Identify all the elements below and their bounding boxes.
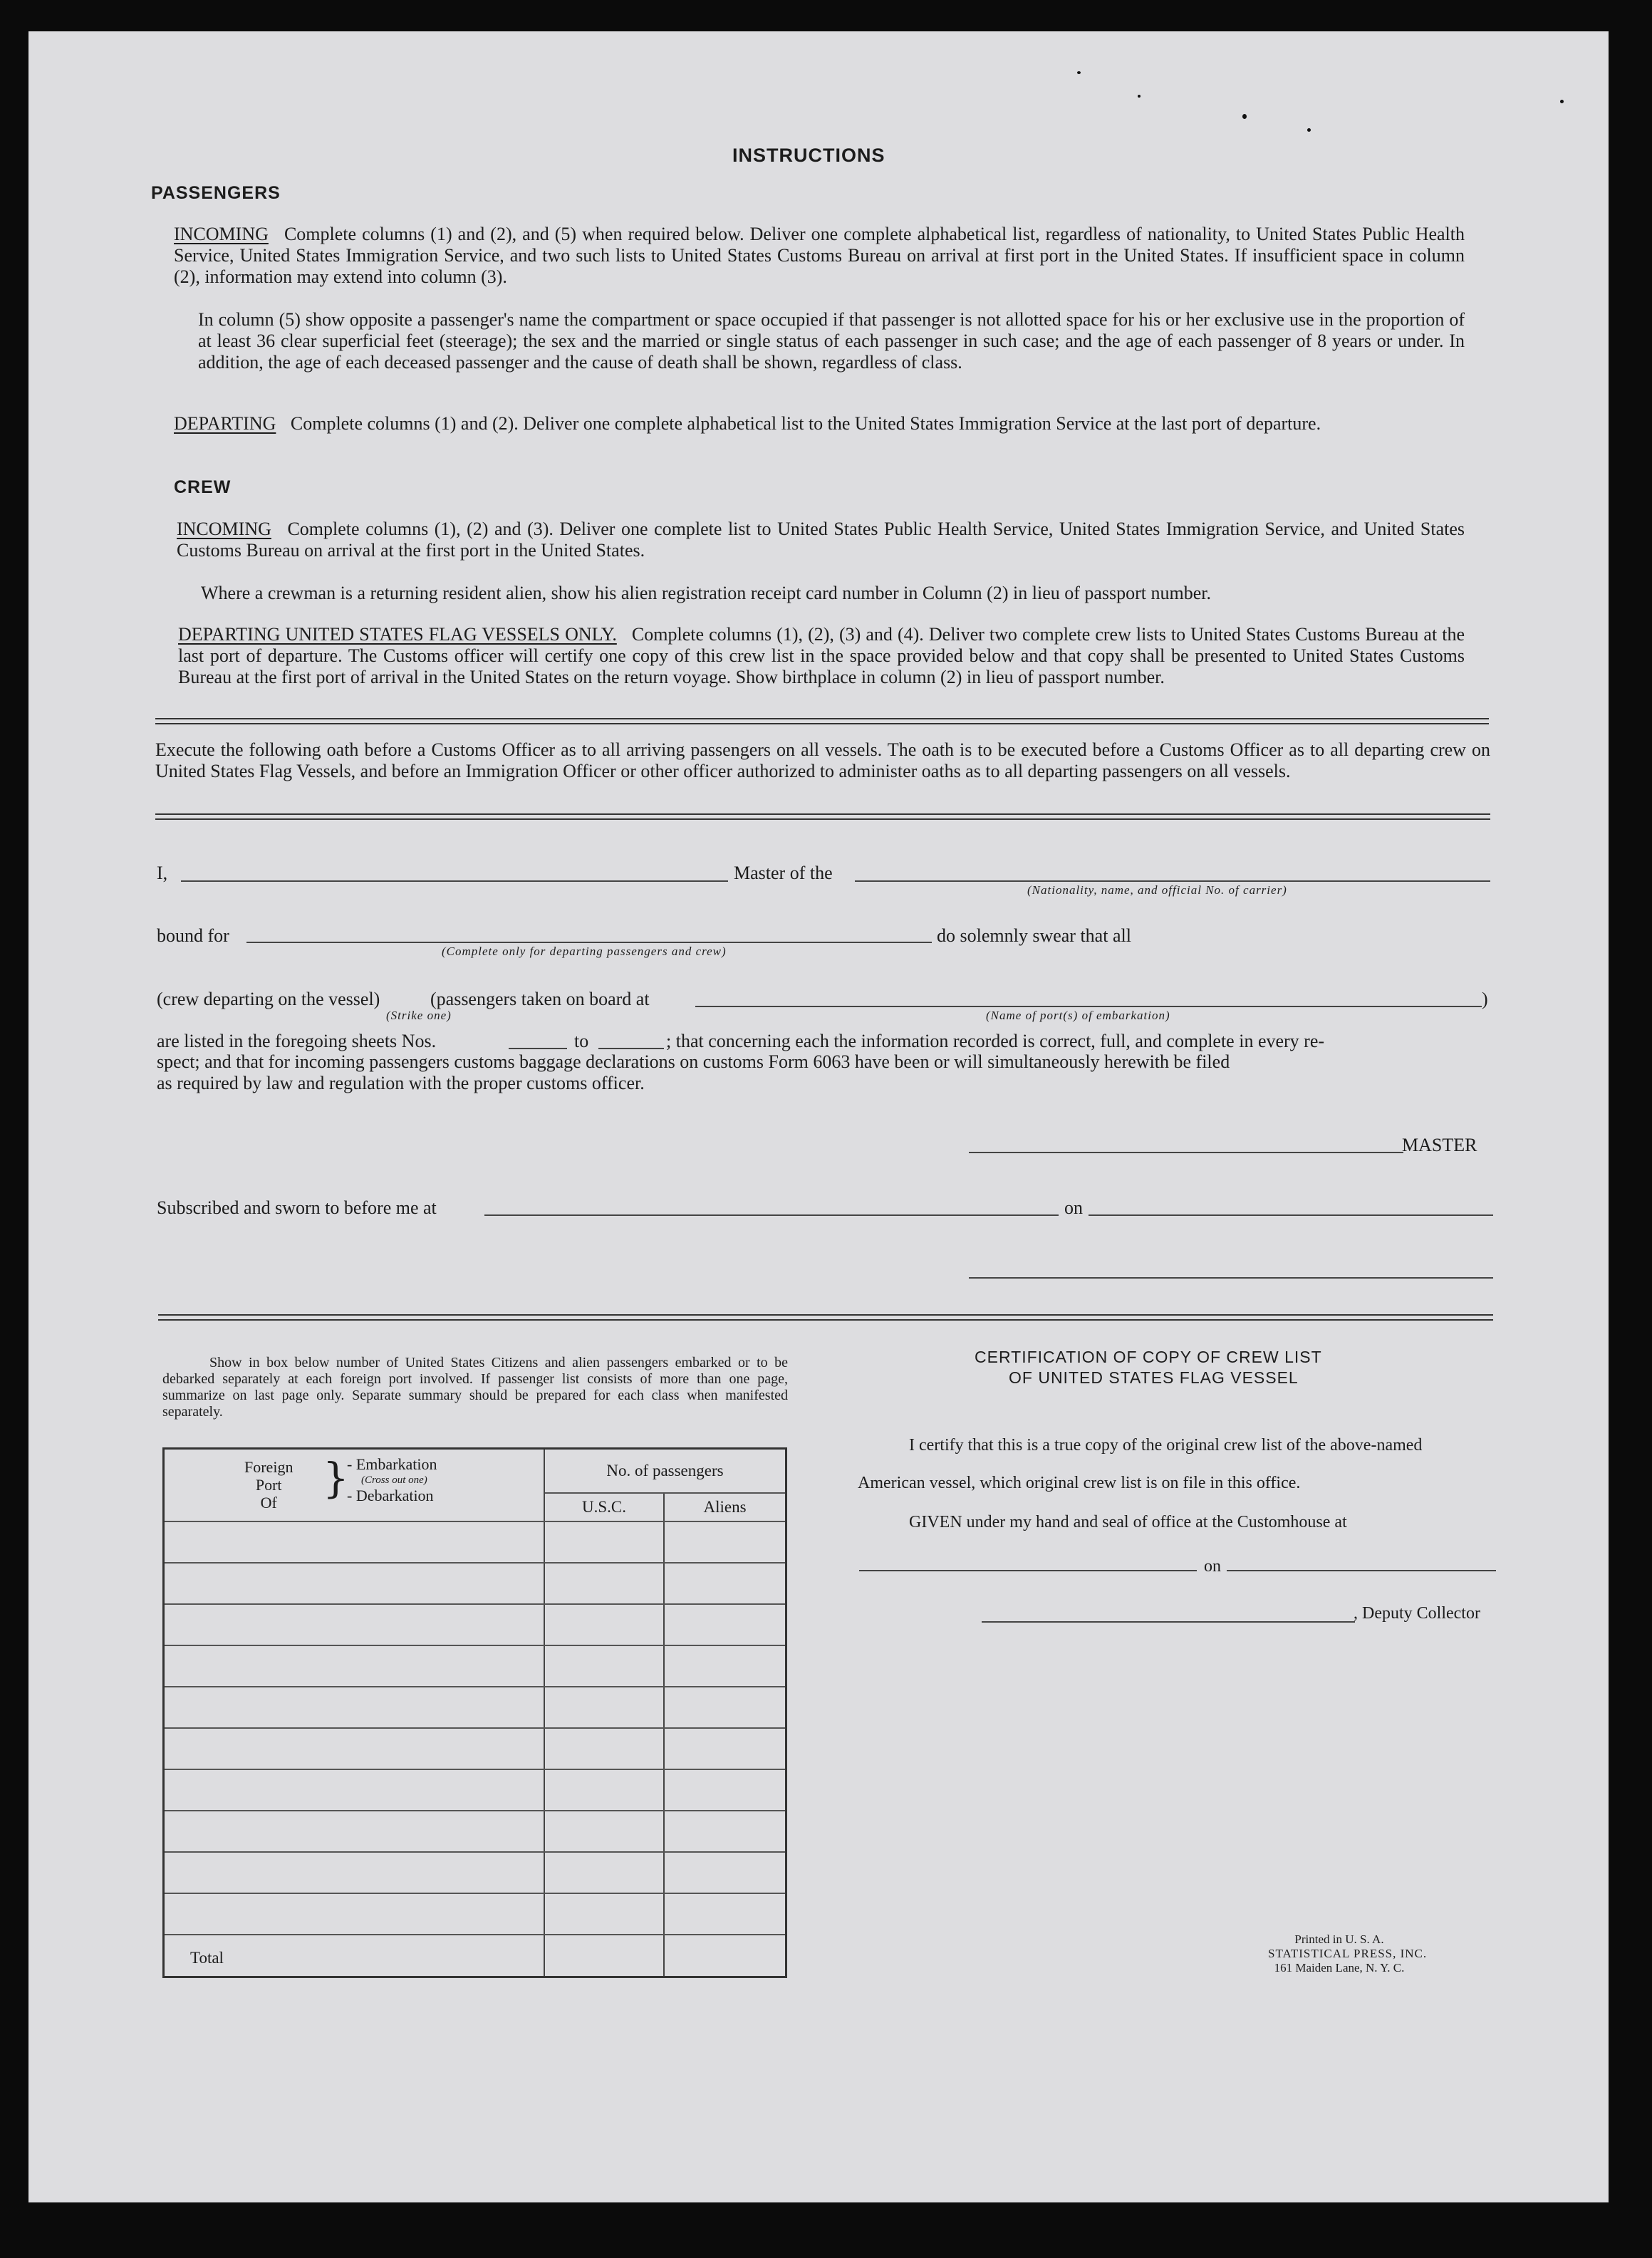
section-divider [155,718,1489,724]
oath-note: Execute the following oath before a Customs Officer as to all arriving passengers on all vessels. The oath is to be executed before a Customs Officer as to all departing crew on United States Flag Vessels, and before an Immigration Officer or other officer authorized to administer oaths as to all departing passengers on all vessels. [155,739,1490,781]
port-cell[interactable] [164,1728,545,1769]
oath-passengers-taken: (passengers taken on board at [430,989,650,1009]
oath-listed-a: are listed in the foregoing sheets Nos. [157,1031,437,1051]
debarkation-label[interactable]: - Debarkation [347,1487,434,1504]
total-label-cell [164,1935,545,1977]
carrier-caption: (Nationality, name, and official No. of carrier) [1027,883,1287,897]
port-cell[interactable] [164,1645,545,1687]
deputy-collector-signature-field[interactable] [982,1621,1355,1623]
subscribed-date-field[interactable] [1089,1214,1493,1216]
aliens-cell[interactable] [664,1811,786,1852]
passengers-incoming-note: In column (5) show opposite a passenger's name the compartment or space occupied if that passenger is not allotted space for his or her exclusive use in the proportion of at least 36 clear superficial feet (steerage); the sex and the married or single status of each passenger in such case; and the age of each passenger of 8 years or under. In addition, the age of each deceased passenger and the cause of death shall be shown, regardless of class. [198,309,1465,373]
instructions-title: INSTRUCTIONS [732,145,885,166]
port-cell[interactable] [164,1687,545,1728]
aliens-header: Aliens [664,1493,786,1521]
section-divider [158,1314,1493,1321]
passenger-summary-table [162,1447,787,1978]
summary-note: Show in box below number of United States Citizens and alien passengers embarked or to be debarked separately at each foreign port involved. If passenger list consists of more than one page, summarize on last page only. Separate summary should be prepared for each class when manifested separately. [162,1355,788,1420]
sheet-from-field[interactable] [509,1048,567,1049]
usc-cell[interactable] [544,1687,664,1728]
passengers-departing-text: Complete columns (1) and (2). Deliver one complete alphabetical list to the United States Immigration Service at the last port of departure. [290,413,1321,434]
customhouse-field[interactable] [859,1570,1197,1571]
master-signature-field[interactable] [969,1152,1403,1153]
embarkation-label[interactable]: - Embarkation [347,1455,437,1473]
aliens-cell[interactable] [664,1769,786,1811]
strike-one-caption: (Strike one) [386,1009,452,1022]
oath-i: I, [157,863,168,883]
sheet-to-field[interactable] [598,1048,664,1049]
port-label-port: Port [255,1476,282,1494]
crew-heading: CREW [174,477,232,497]
printer-line-2: STATISTICAL PRESS, INC. [1268,1947,1428,1960]
cross-out-note: (Cross out one) [361,1474,427,1486]
crew-alien-note: Where a crewman is a returning resident alien, show his alien registration receipt card number in Column (2) in lieu of passport number. [201,583,1212,603]
total-label: Total [190,1949,224,1967]
scan-speck [1138,95,1141,98]
crew-departing-label: DEPARTING UNITED STATES FLAG VESSELS ONLY. [178,624,617,645]
bound-for-caption: (Complete only for departing passengers and crew) [442,945,727,958]
port-header-cell [164,1449,545,1521]
port-label-foreign: Foreign [244,1458,293,1476]
usc-cell[interactable] [544,1645,664,1687]
usc-header: U.S.C. [544,1493,664,1521]
port-cell[interactable] [164,1769,545,1811]
bound-for-field[interactable] [246,942,932,943]
port-cell[interactable] [164,1563,545,1604]
oath-crew-departing: (crew departing on the vessel) [157,989,380,1009]
printer-line-3: 161 Maiden Lane, N. Y. C. [1274,1961,1405,1975]
aliens-total-cell[interactable] [664,1935,786,1977]
passengers-departing-label: DEPARTING [174,413,276,434]
passengers-incoming-block [174,224,1465,288]
certification-line-2: American vessel, which original crew list is on file in this office. [858,1474,1301,1492]
subscribed-on: on [1064,1197,1083,1218]
crew-incoming-block [177,519,1465,561]
oath-listed-line3: as required by law and regulation with the proper customs officer. [157,1073,645,1093]
scan-speck [1560,100,1564,103]
oath-master-of-the: Master of the [734,863,833,883]
certification-line-1: I certify that this is a true copy of the original crew list of the above-named [909,1436,1423,1455]
section-divider [155,813,1490,820]
usc-cell[interactable] [544,1811,664,1852]
oath-listed-to: to [574,1031,589,1051]
usc-cell[interactable] [544,1521,664,1563]
usc-cell[interactable] [544,1852,664,1893]
oath-close-paren: ) [1482,989,1488,1009]
brace-icon: } [323,1454,349,1502]
embarkation-port-field[interactable] [695,1006,1482,1007]
usc-cell[interactable] [544,1604,664,1645]
port-cell[interactable] [164,1852,545,1893]
scan-speck [1242,114,1247,119]
usc-cell[interactable] [544,1563,664,1604]
aliens-cell[interactable] [664,1604,786,1645]
aliens-cell[interactable] [664,1521,786,1563]
passengers-departing-block [174,413,1465,435]
scan-speck [1077,71,1081,74]
port-cell[interactable] [164,1604,545,1645]
certification-line-3: GIVEN under my hand and seal of office at the Customhouse at [909,1513,1347,1531]
passengers-incoming-label: INCOMING [174,224,269,244]
certification-title-2: OF UNITED STATES FLAG VESSEL [1009,1368,1299,1387]
crew-departing-block [178,624,1465,688]
master-name-field[interactable] [181,880,728,882]
crew-departing-text: Complete columns (1), (2), (3) and (4). Deliver two complete crew lists to United States Customs Bureau at the last port of departure. The Customs officer will certify one copy of this crew list in the space provided below and that copy shall be presented to United States Customs Bureau at the first port of arrival in the United States on the return voyage. Show birthplace in column (2) in lieu of passport number. [178,624,1465,687]
oath-bound-for: bound for [157,925,229,946]
usc-cell[interactable] [544,1728,664,1769]
officer-signature-field[interactable] [969,1277,1493,1279]
usc-cell[interactable] [544,1769,664,1811]
aliens-cell[interactable] [664,1563,786,1604]
crew-incoming-label: INCOMING [177,519,271,539]
scan-speck [1307,128,1311,132]
passengers-heading: PASSENGERS [151,183,281,203]
usc-cell[interactable] [544,1893,664,1935]
port-cell[interactable] [164,1811,545,1852]
passengers-incoming-text: Complete columns (1) and (2), and (5) when required below. Deliver one complete alphabetical list, regardless of nationality, to United States Public Health Service, United States Immigration Service, and two such lists to United States Customs Bureau on arrival at first port in the United States. If insufficient space in column (2), information may extend into column (3). [174,224,1465,287]
certification-on: on [1204,1557,1221,1576]
certification-title-1: CERTIFICATION OF COPY OF CREW LIST [975,1348,1322,1366]
subscribed-place-field[interactable] [484,1214,1059,1216]
port-caption: (Name of port(s) of embarkation) [986,1009,1170,1022]
aliens-cell[interactable] [664,1728,786,1769]
aliens-cell[interactable] [664,1893,786,1935]
carrier-field[interactable] [855,880,1490,882]
deputy-collector-label: , Deputy Collector [1354,1604,1480,1623]
master-label: MASTER [1402,1135,1477,1155]
port-cell[interactable] [164,1893,545,1935]
printer-imprint [1268,1932,1428,1975]
usc-total-cell[interactable] [544,1935,664,1977]
oath-listed-b: ; that concerning each the information recorded is correct, full, and complete in every re- [666,1031,1325,1051]
no-of-passengers-header: No. of passengers [544,1449,786,1493]
certification-date-field[interactable] [1227,1570,1496,1571]
crew-incoming-text: Complete columns (1), (2) and (3). Deliver one complete list to United States Public Health Service, United States Immigration Service, and United States Customs Bureau on arrival at the first port in the United States. [177,519,1465,561]
printer-line-1: Printed in U. S. A. [1294,1932,1384,1946]
subscribed-label: Subscribed and sworn to before me at [157,1197,437,1218]
oath-listed-line2: spect; and that for incoming passengers customs baggage declarations on customs Form 6063 have been or will simultaneously herewith be filed [157,1051,1230,1072]
aliens-cell[interactable] [664,1645,786,1687]
aliens-cell[interactable] [664,1687,786,1728]
aliens-cell[interactable] [664,1852,786,1893]
port-cell[interactable] [164,1521,545,1563]
oath-solemnly: do solemnly swear that all [937,925,1131,946]
port-label-of: Of [260,1494,277,1512]
